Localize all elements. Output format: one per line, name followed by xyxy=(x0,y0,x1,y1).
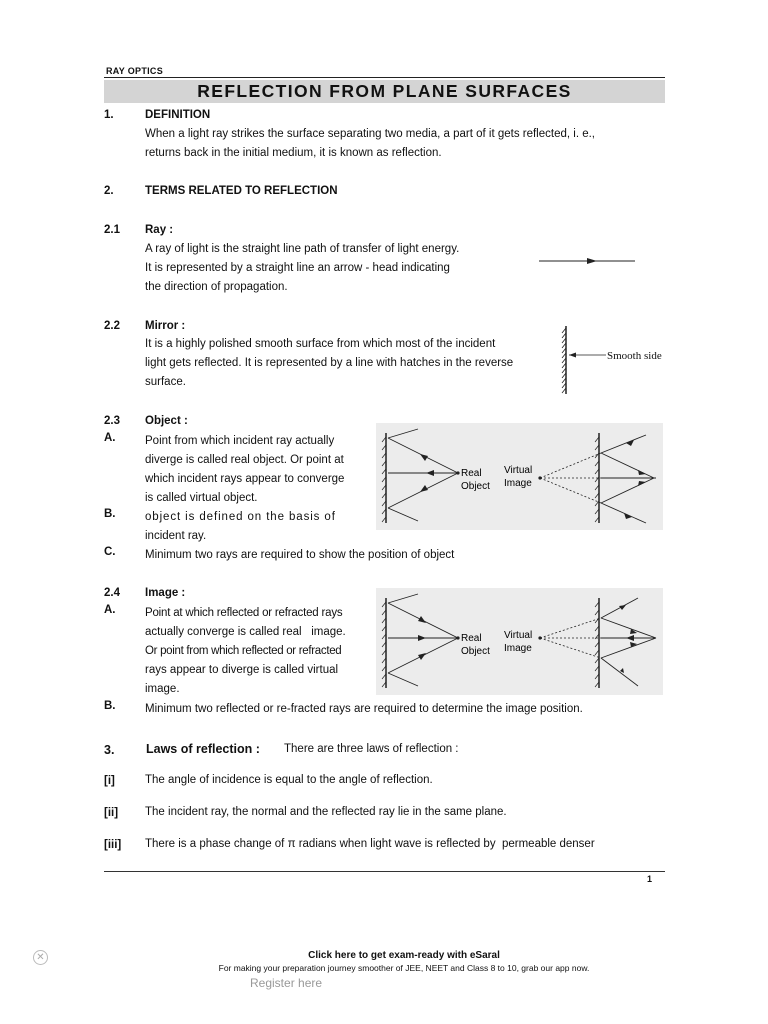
section-3-heading: Laws of reflection : xyxy=(146,742,260,756)
section-2-4-b-label: B. xyxy=(104,700,116,712)
real-object-label-1: Real xyxy=(461,633,482,644)
section-2-2-text xyxy=(145,335,513,392)
ray-arrow-diagram xyxy=(535,254,640,268)
object-a-line: Point from which incident ray actually xyxy=(145,435,335,447)
section-2-2-line: surface. xyxy=(145,376,186,388)
section-2-2-line: light gets reflected. It is represented by a line with hatches in the reverse xyxy=(145,357,514,369)
real-object-label-2: Object xyxy=(461,646,490,657)
section-2-4-b-text: Minimum two reflected or re-fracted rays are required to determine the image position. xyxy=(145,703,583,715)
real-object-label-1: Real xyxy=(461,468,482,479)
register-link[interactable]: Register here xyxy=(250,976,323,990)
image-a-line: rays appear to diverge is called virtual xyxy=(145,664,339,676)
real-object-label-2: Object xyxy=(461,481,490,492)
section-2-4-a-text xyxy=(145,604,370,699)
section-2-3-c-label: C. xyxy=(104,546,116,558)
section-2-3-a-label: A. xyxy=(104,432,116,444)
section-2-3-b-label: B. xyxy=(104,508,116,520)
image-diagram xyxy=(376,588,663,695)
law-3-label: [iii] xyxy=(104,839,122,851)
page-title: REFLECTION FROM PLANE SURFACES xyxy=(197,81,572,101)
esaral-cta-subtitle: For making your preparation journey smoother of JEE, NEET and Class 8 to 10, grab our app now. xyxy=(218,963,590,973)
esaral-cta-link[interactable]: Click here to get exam-ready with eSaral xyxy=(308,950,500,961)
section-2-3-b-text xyxy=(145,508,367,546)
section-2-1-number: 2.1 xyxy=(104,224,120,236)
section-2-2-number: 2.2 xyxy=(104,320,120,332)
image-a-line: Or point from which reflected or refracted xyxy=(145,645,342,657)
virtual-image-label-2: Image xyxy=(504,643,532,654)
section-2-4-number: 2.4 xyxy=(104,587,120,599)
section-2-number: 2. xyxy=(104,185,114,197)
section-2-3-c-text: Minimum two rays are required to show the position of object xyxy=(145,549,455,561)
virtual-image-label-1: Virtual xyxy=(504,630,533,641)
mirror-symbol-icon xyxy=(558,324,608,396)
close-icon[interactable]: ✕ xyxy=(33,950,48,965)
section-1-line: returns back in the initial medium, it is known as reflection. xyxy=(145,147,442,159)
smooth-side-label: Smooth side xyxy=(607,350,662,362)
section-1-line: When a light ray strikes the surface separating two media, a part of it gets reflected, i. e., xyxy=(145,128,595,140)
section-2-1-line: It is represented by a straight line an arrow - head indicating xyxy=(145,262,450,274)
section-2-3-a-text xyxy=(145,432,367,508)
image-a-line: actually converge is called real image. xyxy=(145,626,346,638)
section-1-text xyxy=(145,125,595,163)
law-2-label: [ii] xyxy=(104,807,119,819)
section-2-2-line: It is a highly polished smooth surface from which most of the incident xyxy=(145,338,496,350)
section-2-1-heading: Ray : xyxy=(145,224,174,236)
virtual-image-label-1: Virtual xyxy=(504,465,533,476)
section-3-intro: There are three laws of reflection : xyxy=(284,743,459,755)
section-2-1-line: A ray of light is the straight line path of transfer of light energy. xyxy=(145,243,460,255)
law-2-text: The incident ray, the normal and the reflected ray lie in the same plane. xyxy=(145,806,507,818)
object-diagram xyxy=(376,423,663,530)
object-a-line: is called virtual object. xyxy=(145,492,258,504)
section-2-heading: TERMS RELATED TO REFLECTION xyxy=(145,185,338,197)
image-a-line: Point at which reflected or refracted rays xyxy=(145,607,343,619)
section-1-number: 1. xyxy=(104,109,114,121)
image-a-line: image. xyxy=(145,683,180,695)
page-number: 1 xyxy=(647,874,653,884)
section-1-heading: DEFINITION xyxy=(145,109,211,121)
section-2-2-heading: Mirror : xyxy=(145,320,186,332)
section-2-3-heading: Object : xyxy=(145,415,188,427)
section-2-1-line: the direction of propagation. xyxy=(145,281,288,293)
object-a-line: diverge is called real object. Or point at xyxy=(145,454,344,466)
footer-rule xyxy=(104,871,665,872)
law-1-label: [i] xyxy=(104,775,115,787)
law-3-text: There is a phase change of π radians when light wave is reflected by permeable denser xyxy=(145,838,595,850)
object-b-line: incident ray. xyxy=(145,530,207,542)
virtual-image-label-2: Image xyxy=(504,478,532,489)
header-rule xyxy=(104,77,665,78)
section-2-3-number: 2.3 xyxy=(104,415,120,427)
object-b-line: object is defined on the basis of xyxy=(145,511,336,523)
object-a-line: which incident rays appear to converge xyxy=(145,473,345,485)
law-1-text: The angle of incidence is equal to the angle of reflection. xyxy=(145,774,433,786)
section-2-1-text xyxy=(145,240,459,297)
section-2-4-heading: Image : xyxy=(145,587,186,599)
chapter-label: RAY OPTICS xyxy=(106,66,164,76)
section-2-4-a-label: A. xyxy=(104,604,116,616)
section-3-number: 3. xyxy=(104,743,115,757)
